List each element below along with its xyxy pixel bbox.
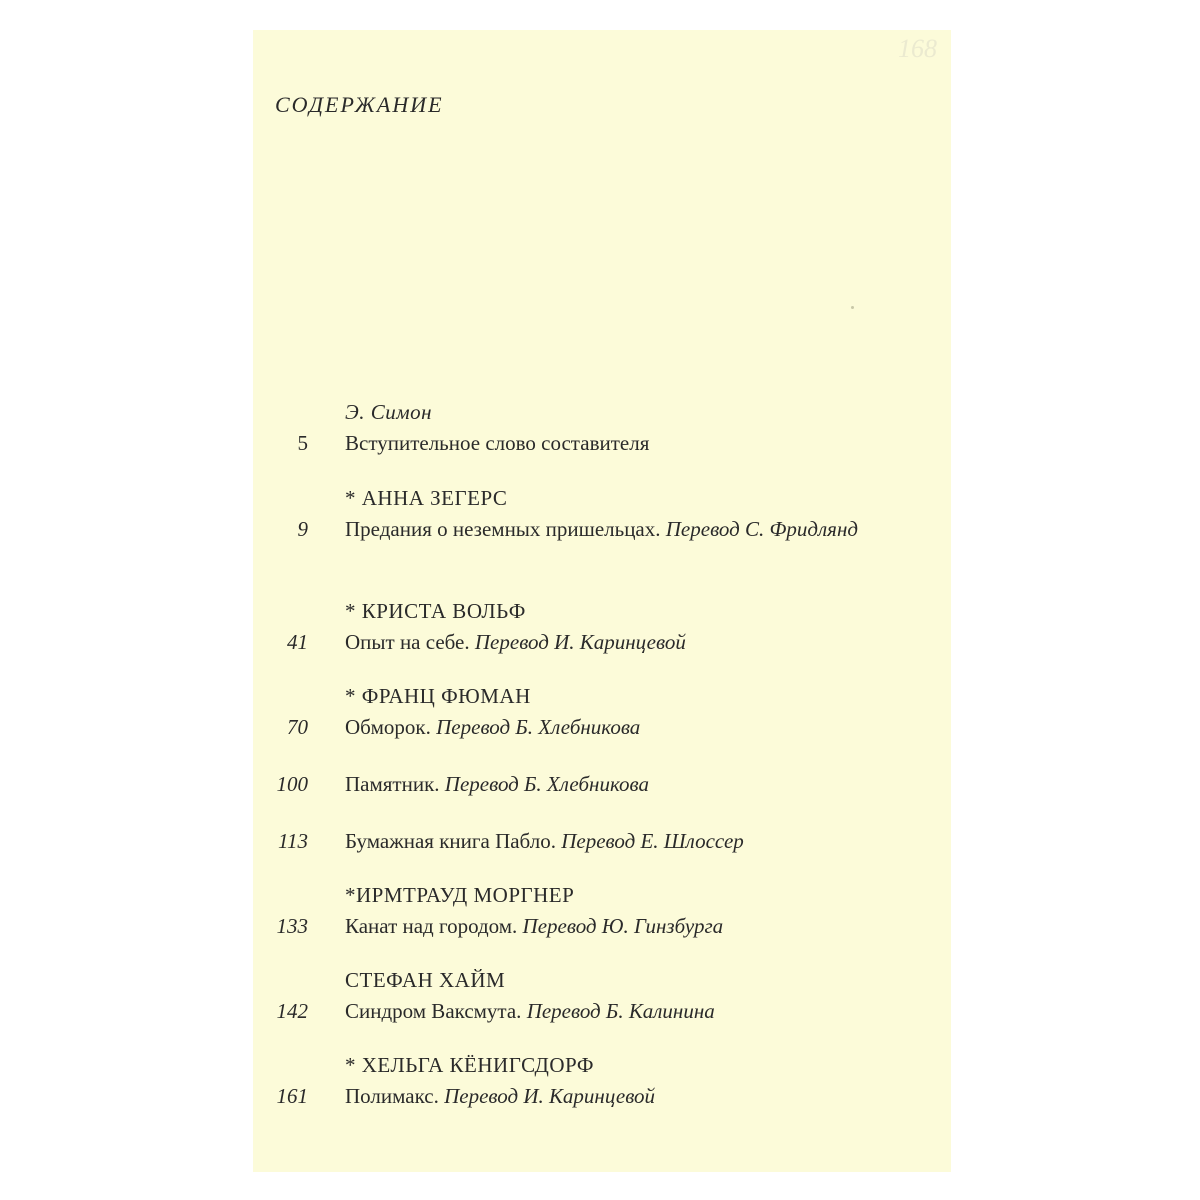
book-page bbox=[253, 30, 951, 1172]
toc-entry-title: Канат над городом. bbox=[345, 914, 518, 938]
toc-page-number: 100 bbox=[276, 772, 308, 796]
toc-entry-text bbox=[345, 911, 885, 941]
toc-entry-text bbox=[345, 514, 885, 544]
toc-page-number: 161 bbox=[276, 1084, 308, 1108]
toc-entry-title: Синдром Ваксмута. bbox=[345, 999, 522, 1023]
toc-entry-translator: Перевод Б. Хлебникова bbox=[444, 772, 649, 796]
toc-entry-translator: Перевод И. Каринцевой bbox=[444, 1084, 656, 1108]
toc-author: *ИРМТРАУД МОРГНЕР bbox=[345, 883, 575, 907]
toc-entry-translator: Перевод Б. Хлебникова bbox=[436, 715, 641, 739]
toc-entry-title: Памятник. bbox=[345, 772, 440, 796]
toc-entry-title: Обморок. bbox=[345, 715, 431, 739]
toc-page-number: 9 bbox=[297, 517, 308, 541]
toc-entry-translator: Перевод Е. Шлоссер bbox=[561, 829, 744, 853]
toc-author: Э. Симон bbox=[345, 400, 433, 424]
toc-entry-translator: Перевод С. Фридлянд bbox=[665, 517, 858, 541]
toc-page-number: 133 bbox=[276, 914, 308, 938]
toc-entry-text bbox=[345, 1081, 885, 1111]
toc-entry-text bbox=[345, 428, 885, 458]
page-title: СОДЕРЖАНИЕ bbox=[275, 92, 444, 117]
toc-entry-text bbox=[345, 996, 885, 1026]
toc-page-number: 113 bbox=[278, 829, 308, 853]
toc-author: * АННА ЗЕГЕРС bbox=[345, 486, 508, 510]
toc-entry-title: Предания о неземных пришельцах. bbox=[345, 517, 661, 541]
toc-entry-translator: Перевод Б. Калинина bbox=[526, 999, 715, 1023]
table-of-contents bbox=[253, 30, 951, 1172]
toc-entry-text bbox=[345, 712, 885, 742]
toc-page-number: 142 bbox=[276, 999, 308, 1023]
toc-author: * ФРАНЦ ФЮМАН bbox=[345, 684, 531, 708]
toc-entry-translator: Перевод Ю. Гинзбурга bbox=[522, 914, 724, 938]
toc-entry-title: Полимакс. bbox=[345, 1084, 439, 1108]
toc-entry-text bbox=[345, 826, 885, 856]
toc-author: * КРИСТА ВОЛЬФ bbox=[345, 599, 526, 623]
page-corner-mark: 168 bbox=[898, 34, 937, 63]
toc-entry-translator: Перевод И. Каринцевой bbox=[474, 630, 686, 654]
toc-page-number: 70 bbox=[287, 715, 308, 739]
toc-entry-title: Опыт на себе. bbox=[345, 630, 470, 654]
toc-page-number: 5 bbox=[297, 431, 308, 455]
toc-entry-title: Вступительное слово составителя bbox=[345, 431, 650, 455]
toc-entry-title: Бумажная книга Пабло. bbox=[345, 829, 556, 853]
toc-author: * ХЕЛЬГА КЁНИГСДОРФ bbox=[345, 1053, 594, 1077]
toc-page-number: 41 bbox=[287, 630, 308, 654]
toc-author: СТЕФАН ХАЙМ bbox=[345, 968, 506, 992]
toc-entry-text bbox=[345, 627, 885, 657]
toc-entry-text bbox=[345, 769, 885, 799]
